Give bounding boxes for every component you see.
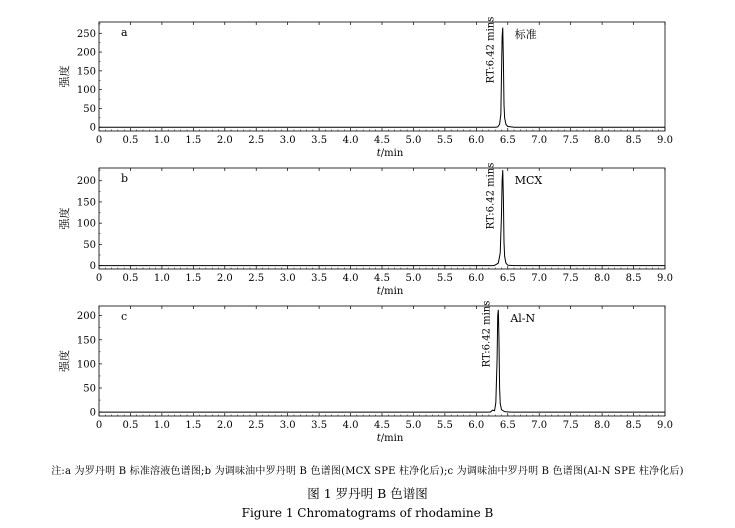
- x-tick-label: 2.5: [248, 135, 265, 146]
- x-tick-label: 4.0: [342, 273, 359, 284]
- x-tick-label: 8.0: [594, 135, 611, 146]
- x-tick-label: 0: [95, 273, 103, 284]
- x-tick-label: 2.0: [216, 135, 233, 146]
- x-tick-label: 6.5: [499, 135, 516, 146]
- x-tick-label: 1.5: [185, 420, 202, 431]
- x-tick-label: 9.0: [657, 273, 673, 284]
- x-tick-label: 6.0: [468, 135, 485, 146]
- y-tick-label: 250: [76, 28, 96, 40]
- x-tick-label: 4.5: [374, 135, 390, 146]
- y-tick-label: 150: [76, 66, 96, 78]
- chart-panel-c: [57, 301, 673, 444]
- x-tick-label: 1.0: [153, 273, 170, 284]
- y-tick-label: 100: [76, 218, 96, 230]
- x-tick-label: 2.0: [216, 420, 233, 431]
- y-tick-label: 200: [76, 176, 96, 188]
- x-tick-label: 8.5: [625, 420, 642, 431]
- series-label: 标准: [514, 28, 537, 41]
- x-tick-label: 0: [95, 135, 103, 146]
- x-tick-label: 7.0: [531, 135, 548, 146]
- x-tick-label: 6.0: [468, 420, 485, 431]
- x-tick-label: 4.5: [374, 420, 390, 431]
- x-tick-label: 7.0: [531, 273, 548, 284]
- y-tick-label: 150: [76, 335, 96, 347]
- y-tick-label: 100: [76, 85, 96, 97]
- x-tick-label: 8.5: [625, 273, 642, 284]
- x-tick-label: 5.0: [405, 420, 422, 431]
- x-tick-label: 4.0: [342, 135, 359, 146]
- panel-letter: c: [121, 310, 128, 323]
- x-tick-label: 7.0: [531, 420, 548, 431]
- x-tick-label: 8.5: [625, 135, 642, 146]
- x-tick-label: 5.0: [405, 135, 422, 146]
- x-tick-label: 1.5: [185, 273, 202, 284]
- y-tick-label: 50: [83, 239, 96, 251]
- x-tick-label: 2.5: [248, 273, 265, 284]
- y-tick-label: 50: [83, 103, 96, 115]
- figure-title-cn: 图 1 罗丹明 B 色谱图: [307, 486, 428, 501]
- y-axis-label: 强度: [58, 207, 71, 230]
- y-axis-label: 强度: [58, 65, 71, 88]
- figure-note: 注:a 为罗丹明 B 标准溶液色谱图;b 为调味油中罗丹明 B 色谱图(MCX SPE 柱净化后);c 为调味油中罗丹明 B 色谱图(Al-N SPE 柱净化后): [51, 466, 684, 477]
- x-tick-label: 7.5: [562, 135, 579, 146]
- series-line: [99, 170, 665, 265]
- plot-frame: [99, 22, 665, 131]
- x-tick-label: 3.5: [311, 135, 328, 146]
- y-tick-label: 100: [76, 359, 96, 371]
- x-tick-label: 0: [95, 420, 103, 431]
- y-tick-label: 200: [76, 311, 96, 323]
- y-tick-label: 150: [76, 197, 96, 209]
- panel-letter: b: [121, 172, 129, 185]
- y-tick-label: 200: [76, 47, 96, 59]
- x-tick-label: 3.0: [279, 273, 296, 284]
- x-tick-label: 1.0: [153, 135, 170, 146]
- figure-title-en: Figure 1 Chromatograms of rhodamine B: [241, 506, 494, 520]
- x-tick-label: 3.5: [311, 420, 328, 431]
- x-tick-label: 1.5: [185, 135, 202, 146]
- y-tick-label: 0: [89, 122, 96, 134]
- x-tick-label: 0.5: [122, 135, 139, 146]
- x-tick-label: 1.0: [153, 420, 170, 431]
- x-tick-label: 3.0: [279, 420, 296, 431]
- x-tick-label: 7.5: [562, 420, 579, 431]
- x-tick-label: 8.0: [594, 273, 611, 284]
- x-tick-label: 9.0: [657, 135, 673, 146]
- peak-annotation: RT:6.42 mins: [481, 300, 493, 368]
- x-tick-label: 6.0: [468, 273, 485, 284]
- x-axis-label: t/min: [376, 433, 404, 444]
- x-axis-label: t/min: [376, 286, 404, 297]
- x-tick-label: 5.0: [405, 273, 422, 284]
- y-tick-label: 50: [83, 383, 96, 395]
- x-tick-label: 2.5: [248, 420, 265, 431]
- x-tick-label: 3.5: [311, 273, 328, 284]
- x-tick-label: 0.5: [122, 420, 139, 431]
- plot-frame: [99, 168, 665, 269]
- x-tick-label: 6.5: [499, 273, 516, 284]
- panel-letter: a: [121, 26, 128, 39]
- series-line: [99, 310, 665, 412]
- y-tick-label: 0: [89, 261, 96, 273]
- x-tick-label: 9.0: [657, 420, 673, 431]
- series-label: MCX: [514, 174, 543, 187]
- y-tick-label: 0: [89, 407, 96, 419]
- series-line: [99, 28, 665, 128]
- x-tick-label: 0.5: [122, 273, 139, 284]
- chart-panel-a: [57, 17, 673, 159]
- x-tick-label: 7.5: [562, 273, 579, 284]
- x-tick-label: 4.0: [342, 420, 359, 431]
- x-tick-label: 3.0: [279, 135, 296, 146]
- x-tick-label: 6.5: [499, 420, 516, 431]
- plot-frame: [99, 306, 665, 416]
- x-tick-label: 2.0: [216, 273, 233, 284]
- x-tick-label: 8.0: [594, 420, 611, 431]
- x-tick-label: 5.5: [436, 135, 453, 146]
- y-axis-label: 强度: [58, 350, 71, 372]
- x-axis-label: t/min: [376, 148, 404, 159]
- chart-panel-b: [57, 163, 673, 297]
- series-label: Al-N: [510, 312, 536, 325]
- peak-annotation: RT:6.42 mins: [485, 16, 497, 84]
- x-tick-label: 4.5: [374, 273, 390, 284]
- x-tick-label: 5.5: [436, 420, 453, 431]
- x-tick-label: 5.5: [436, 273, 453, 284]
- peak-annotation: RT:6.42 mins: [485, 162, 497, 230]
